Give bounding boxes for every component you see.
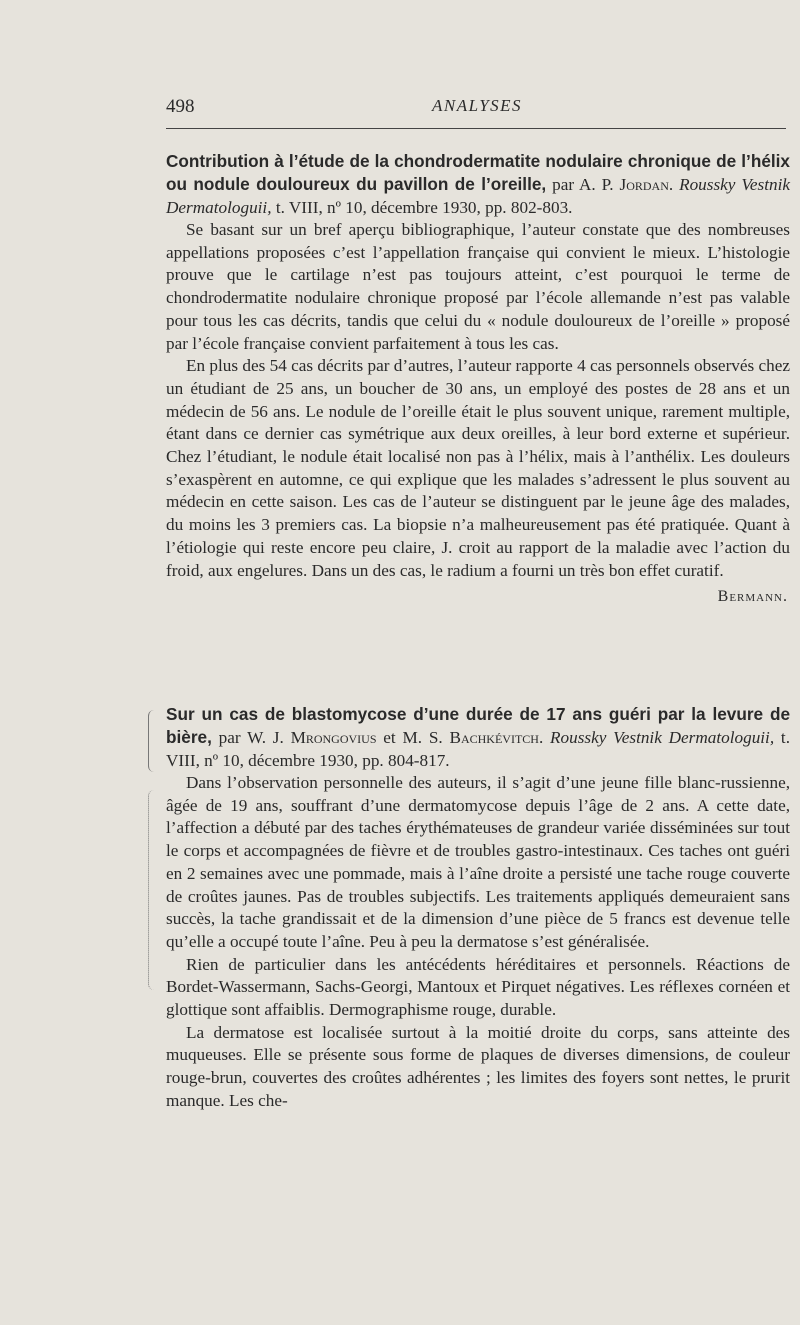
margin-pencil-mark-lower [148,790,159,990]
article-1-signature: Bermann. [717,588,788,606]
article-1-journal: Roussky Vestnik Dermatologuii, [166,175,790,217]
margin-pencil-mark [148,710,159,772]
article-1 [166,150,790,606]
article-1-heading: Contribution à l’étude de la chondrodermatite nodulaire chronique de l’hélix ou nodule douloureux du pavillon de l’oreille, par A. P. Jordan. Roussky Vestnik Dermatologuii, t. VIII, nº 10, décembre 1930, pp. 802-803. [166,151,790,217]
article-2-heading: Sur un cas de blastomycose d’une durée de 17 ans guéri par la levure de bière, par W. J. Mrongovius et M. S. Bachkévitch. Roussky Vestnik Dermatologuii, t. VIII, nº 10, décembre 1930, pp. 804-817. [166,704,790,770]
article-2-author-1: Mrongovius [290,728,377,747]
article-1-reference: t. VIII, nº 10, décembre 1930, pp. 802-803. [271,198,573,217]
running-title: ANALYSES [431,96,523,115]
article-2-author-2: Bachkévitch. [449,728,544,747]
article-2-paragraph-3: La dermatose est localisée surtout à la moitié droite du corps, sans atteinte des muqueuses. Elle se présente sous forme de plaques de diverses dimensions, de couleur rouge-brun, couvertes des croûtes adhérentes ; les limites des foyers sont nettes, le prurit manque. Les che- [166,1022,790,1110]
article-2-reference: t. VIII, nº 10, décembre 1930, pp. 804-817. [166,728,790,770]
article-2 [166,703,790,1113]
page-number: 498 [166,96,195,117]
header-rule [166,128,786,129]
article-1-paragraph-2: En plus des 54 cas décrits par d’autres, l’auteur rapporte 4 cas personnels observés chez un étudiant de 25 ans, un boucher de 30 ans, un employé des postes de 28 ans et un médecin de 56 ans. Le nodule de l’oreille était le plus souvent unique, rarement multiple, étant dans ce dernier cas symétrique aux deux oreilles, à leur bord externe et supérieur. Chez l’étudiant, le nodule était localisé non pas à l’hélix, mais à l’anthélix. Les douleurs s’exaspèrent en automne, ce qui explique que les malades s’adressent le plus souvent au médecin en cette saison. Les cas de l’auteur se distinguent par le jeune âge des malades, du moins les 3 premiers cas. La biopsie n’a malheureusement pas été pratiquée. Quant à l’étiologie qui reste encore peu claire, J. croit au rapport de la maladie avec l’action du froid, aux engelures. Dans un des cas, le radium a fourni un très bon effet curatif. [166,356,790,580]
article-1-paragraph-1: Se basant sur un bref aperçu bibliographique, l’auteur constate que des nombreuses appellations proposées c’est l’appellation française qui convient le mieux. L’histologie prouve que le cartilage n’est pas toujours atteint, c’est pourquoi le terme de chondrodermatite nodulaire chronique proposé par l’école allemande n’est pas valable pour tous les cas décrits, tandis que celui du « nodule douloureux de l’oreille » proposé par l’école française convient parfaitement à tous les cas. [166,220,790,353]
article-1-title: Contribution à l’étude de la chondrodermatite nodulaire chronique de l’hélix ou nodule douloureux du pavillon de l’oreille, [166,151,790,194]
article-2-paragraph-1: Dans l’observation personnelle des auteurs, il s’agit d’une jeune fille blanc-russienne, âgée de 19 ans, souffrant d’une dermatomycose depuis l’âge de 2 ans. A cette date, l’affection a débuté par des taches érythémateuses de grandeur variée disséminées sur tout le corps et accompagnées de fièvre et de troubles gastro-intestinaux. Ces taches ont guéri en 2 semaines avec une pommade, mais à l’aîne droite a persisté une tache rouge couverte de croûtes jaunes. Pas de troubles subjectifs. Les traitements appliqués demeuraient sans succès, la tache grandissait et de la dimension d’une pièce de 5 francs est devenue telle qu’elle a occupé toute l’aîne. Peu à peu la dermatose s’est généralisée. [166,773,790,951]
article-1-author: Jordan. [619,175,674,194]
article-2-title: Sur un cas de blastomycose d’une durée de 17 ans guéri par la levure de bière, [166,704,790,747]
running-head [166,96,788,126]
article-2-journal: Roussky Vestnik Dermatologuii, [543,728,775,747]
article-2-paragraph-2: Rien de particulier dans les antécédents héréditaires et personnels. Réactions de Bordet-Wassermann, Sachs-Georgi, Mantoux et Pirquet négatives. Les réflexes cornéen et glottique sont affaiblis. Dermographisme rouge, durable. [166,954,790,1020]
